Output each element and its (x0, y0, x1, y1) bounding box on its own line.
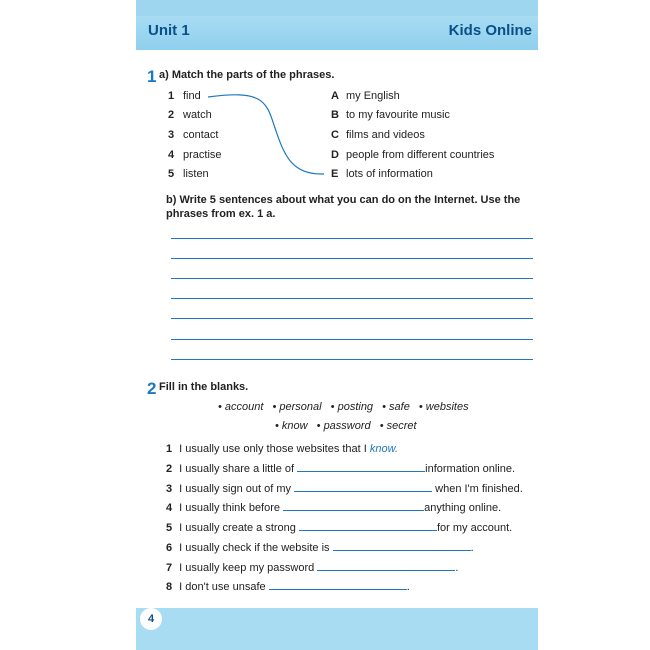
sentence-ending: for my account. (436, 522, 513, 534)
fill-sentence-5 (166, 520, 512, 534)
match-right-phrase: my English (346, 90, 400, 102)
exercise-1a-title: a) Match the parts of the phrases. (159, 69, 335, 81)
word-bank-item: • posting (330, 401, 374, 413)
fill-sentence-8 (166, 579, 410, 593)
writing-line[interactable] (171, 318, 533, 319)
fill-sentence-6 (166, 540, 474, 554)
sentence-ending: . (470, 542, 474, 554)
answer-blank[interactable] (299, 520, 437, 531)
match-right-letter: C (331, 129, 339, 141)
fill-sentence-4 (166, 500, 501, 514)
writing-line[interactable] (171, 359, 533, 360)
writing-line[interactable] (171, 238, 533, 239)
page-number: 4 (140, 608, 162, 630)
exercise-2-number: 2 (147, 379, 157, 398)
match-left-number: 3 (168, 129, 175, 141)
sentence-text: I don't use unsafe (179, 581, 266, 593)
exercise-2-title: Fill in the blanks. (159, 381, 249, 393)
sentence-text: I usually share a little of (179, 463, 295, 475)
page-footer (136, 608, 538, 650)
word-bank-item: • account (218, 401, 264, 413)
sentence-ending: information online. (425, 463, 516, 475)
sentence-text: I usually keep my password (179, 562, 315, 574)
word-bank-item: • personal (272, 401, 322, 413)
sentence-text: I usually create a strong (179, 522, 296, 534)
sentence-text: I usually sign out of my (179, 483, 292, 495)
word-bank-row-2 (272, 420, 420, 432)
match-right-letter: D (331, 149, 339, 161)
sentence-number: 6 (166, 542, 173, 554)
word-bank-item: • know (275, 420, 308, 432)
fill-sentence-2 (166, 461, 515, 475)
writing-line[interactable] (171, 278, 533, 279)
sentence-text: I usually think before (179, 502, 281, 514)
sentence-number: 4 (166, 502, 173, 514)
sentence-number: 5 (166, 522, 173, 534)
match-right-letter: E (331, 168, 339, 180)
answer-blank[interactable] (297, 461, 425, 472)
match-right-letter: B (331, 109, 339, 121)
fill-sentence-1 (166, 442, 398, 456)
exercise-1-number: 1 (147, 67, 157, 86)
sentence-text: I usually use only those websites that I (179, 443, 367, 455)
match-left-number: 1 (168, 90, 175, 102)
fill-sentence-7 (166, 560, 458, 574)
answer-blank[interactable] (294, 481, 432, 492)
writing-line[interactable] (171, 258, 533, 259)
writing-line[interactable] (171, 298, 533, 299)
answer-blank[interactable] (283, 500, 424, 511)
match-left-word: contact (183, 129, 219, 141)
word-bank-item: • secret (379, 420, 417, 432)
page-header (136, 0, 538, 50)
match-left-number: 4 (168, 149, 175, 161)
exercise-1b-title: b) Write 5 sentences about what you can do on the Internet. Use the phrases from ex. 1 a. (166, 194, 521, 220)
answer-blank[interactable] (317, 560, 455, 571)
answer-blank[interactable] (269, 579, 407, 590)
fill-sentence-3 (166, 481, 523, 495)
sentence-number: 8 (166, 581, 173, 593)
word-bank-item: • websites (418, 401, 469, 413)
match-left-word: practise (183, 149, 222, 161)
sentence-number: 2 (166, 463, 173, 475)
match-left-word: find (183, 90, 201, 102)
writing-line[interactable] (171, 339, 533, 340)
sentence-ending: when I'm finished. (435, 483, 523, 495)
unit-topic: Kids Online (448, 22, 532, 39)
unit-label: Unit 1 (148, 22, 190, 39)
sentence-text: I usually check if the website is (179, 542, 330, 554)
sentence-ending: . (406, 581, 410, 593)
sentence-ending: anything online. (424, 502, 502, 514)
answer-blank[interactable] (333, 540, 471, 551)
match-right-phrase: lots of information (346, 168, 433, 180)
sentence-ending: . (455, 562, 459, 574)
match-left-number: 2 (168, 109, 175, 121)
match-right-phrase: films and videos (346, 129, 425, 141)
match-left-word: watch (183, 109, 212, 121)
match-connector-line (206, 90, 330, 180)
sentence-number: 1 (166, 443, 173, 455)
sentence-number: 7 (166, 562, 173, 574)
match-left-word: listen (183, 168, 209, 180)
match-right-phrase: to my favourite music (346, 109, 450, 121)
word-bank-item: • safe (382, 401, 410, 413)
workbook-page (136, 0, 538, 650)
sentence-answer: know. (369, 443, 399, 455)
match-right-phrase: people from different countries (346, 149, 495, 161)
match-left-number: 5 (168, 168, 175, 180)
match-right-letter: A (331, 90, 339, 102)
sentence-number: 3 (166, 483, 173, 495)
word-bank-item: • password (316, 420, 371, 432)
word-bank-row-1 (215, 401, 472, 413)
